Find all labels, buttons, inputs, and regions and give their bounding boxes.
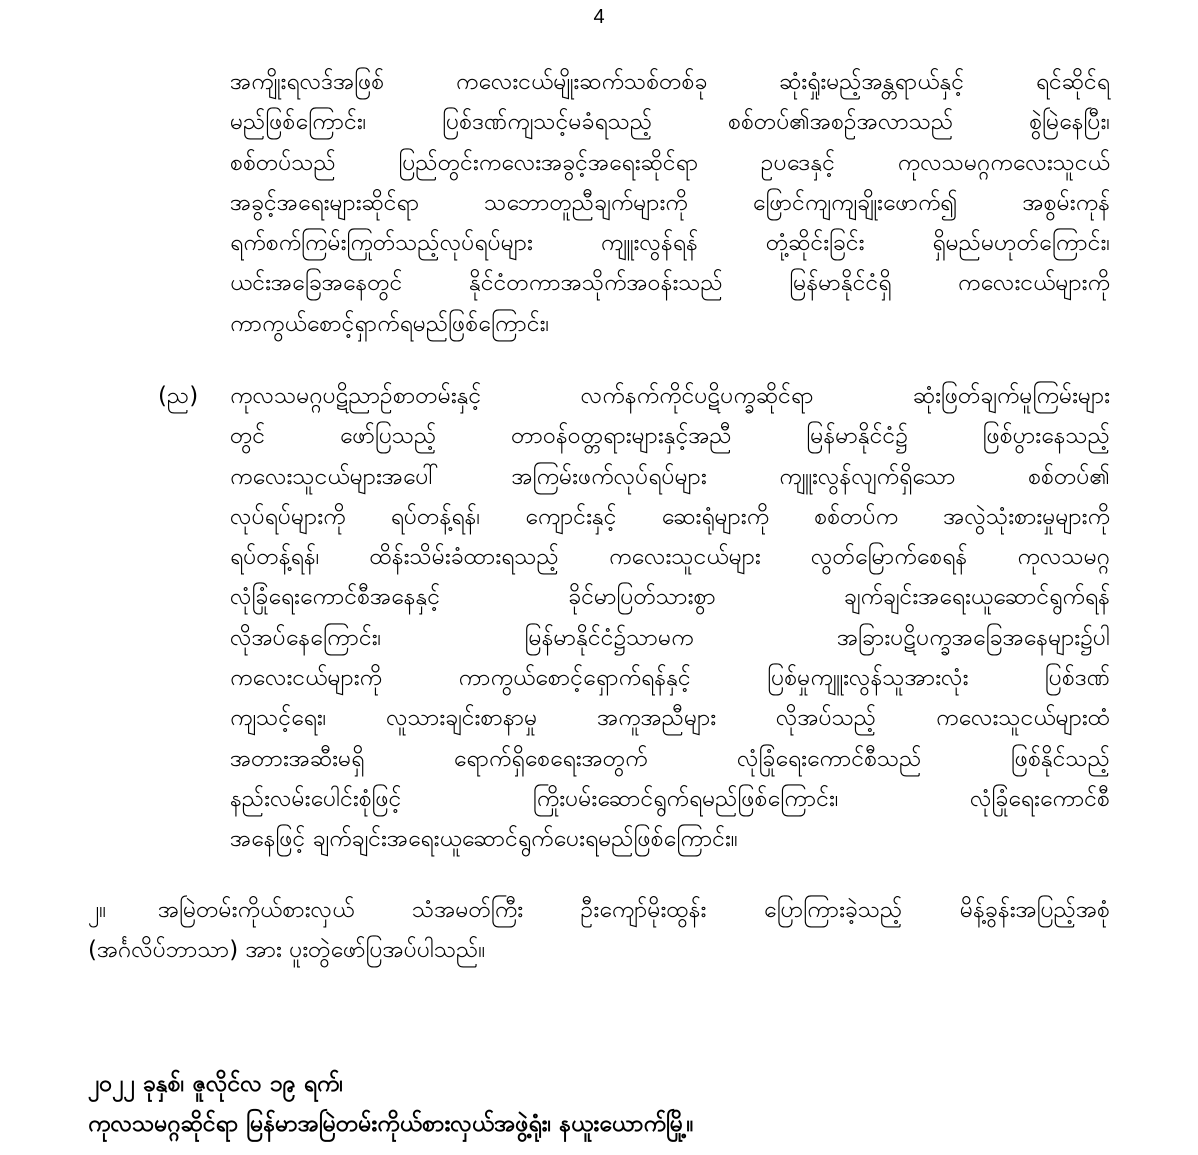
page-number: 4 (593, 6, 605, 28)
paragraph-line: ကုလသမဂ္ဂပဋိညာဉ်စာတမ်းနှင့် လက်နက်ကိုင်ပဋိပက္ခဆိုင်ရာ ဆုံးဖြတ်ချက်မူကြမ်းများ (230, 383, 1110, 409)
paragraph-line: နည်းလမ်းပေါင်းစုံဖြင့် ကြိုးပမ်းဆောင်ရွက်ရမည်ဖြစ်ကြောင်း၊ လုံခြုံရေးကောင်စီ (230, 785, 1110, 812)
paragraph-line: ယင်းအခြေအနေတွင် နိုင်ငံတကာအသိုက်အဝန်းသည် မြန်မာနိုင်ငံရှိ ကလေးငယ်များကို (230, 270, 1110, 297)
paragraph-line: လုံခြုံရေးကောင်စီအနေနှင့် ခိုင်မာပြတ်သားစွာ ချက်ချင်းအရေးယူဆောင်ရွက်ရန် (230, 584, 1110, 611)
paragraph-line: ကျသင့်ရေး၊ လူသားချင်းစာနာမှု အကူအညီများ လိုအပ်သည့် ကလေးသူငယ်များထံ (230, 705, 1110, 732)
paragraph-line: ကလေးသူငယ်များအပေါ် အကြမ်းဖက်လုပ်ရပ်များ ကျူးလွန်လျက်ရှိသော စစ်တပ်၏ (230, 463, 1110, 490)
footer-place: ကုလသမဂ္ဂဆိုင်ရာ မြန်မာအမြဲတမ်းကိုယ်စားလှယ်အဖွဲ့ရုံး၊ နယူးယောက်မြို့။ (88, 1111, 694, 1137)
paragraph-line: အကျိုးရလဒ်အဖြစ် ကလေးငယ်မျိုးဆက်သစ်တစ်ခု ဆုံးရှုံးမည့်အန္တရာယ်နှင့် ရင်ဆိုင်ရ (230, 69, 1110, 95)
item-nya-paragraph (230, 376, 1110, 860)
paragraph-line: မည်ဖြစ်ကြောင်း၊ ပြစ်ဒဏ်ကျသင့်မခံရသည့် စစ်တပ်၏အစဉ်အလာသည် စွဲမြဲနေပြီး၊ (230, 109, 1110, 136)
paragraph-line: လုပ်ရပ်များကို ရပ်တန့်ရန်၊ ကျောင်းနှင့် ဆေးရုံများကို စစ်တပ်က အလွဲသုံးစားမှုများကို (230, 503, 1110, 530)
continuation-paragraph (230, 62, 1110, 344)
paragraph-line: အနေဖြင့် ချက်ချင်းအရေးယူဆောင်ရွက်ပေးရမည်ဖြစ်ကြောင်း။ (230, 826, 738, 853)
section-2-paragraph (88, 890, 1110, 971)
paragraph-line: (အင်္ဂလိပ်ဘာသာ) အား ပူးတွဲဖော်ပြအပ်ပါသည်။ (88, 937, 486, 964)
paragraph-line: အမြဲတမ်းကိုယ်စားလှယ် သံအမတ်ကြီး ဦးကျော်မိုးထွန်း ပြောကြားခဲ့သည့် မိန့်ခွန်းအပြည့်အစုံ (158, 897, 1110, 923)
paragraph-line: ကလေးငယ်များကို ကာကွယ်စောင့်ရှောက်ရန်နှင့် ပြစ်မှုကျူးလွန်သူအားလုံး ပြစ်ဒဏ် (230, 665, 1110, 692)
paragraph-line: ကာကွယ်စောင့်ရှာက်ရမည်ဖြစ်ကြောင်း၊ (230, 310, 550, 337)
paragraph-line: ရပ်တန့်ရန်၊ ထိန်းသိမ်းခံထားရသည့် ကလေးသူငယ်များ လွတ်မြောက်စေရန် ကုလသမဂ္ဂ (230, 544, 1110, 571)
item-label-nya: (ည) (158, 383, 199, 409)
paragraph-line: စစ်တပ်သည် ပြည်တွင်းကလေးအခွင့်အရေးဆိုင်ရာ ဥပဒေနှင့် ကုလသမဂ္ဂကလေးသူငယ် (230, 149, 1110, 176)
footer-date: ၂၀၂၂ ခုနှစ်၊ ဇူလိုင်လ ၁၉ ရက်၊ (88, 1071, 344, 1097)
paragraph-line: ရက်စက်ကြမ်းကြုတ်သည့်လုပ်ရပ်များ ကျူးလွန်ရန် တုံ့ဆိုင်းခြင်း ရှိမည်မဟုတ်ကြောင်း၊ (230, 230, 1110, 257)
paragraph-line: လိုအပ်နေကြောင်း၊ မြန်မာနိုင်ငံ၌သာမက အခြားပဋိပက္ခအခြေအနေများ၌ပါ (230, 624, 1110, 651)
paragraph-line: အတားအဆီးမရှိ ရောက်ရှိစေရေးအတွက် လုံခြုံရေးကောင်စီသည် ဖြစ်နိုင်သည့် (230, 745, 1110, 772)
section-2-label: ၂။ (88, 897, 107, 923)
document-footer (88, 1064, 1110, 1144)
paragraph-line: အခွင့်အရေးများဆိုင်ရာ သဘောတူညီချက်များကို ဖြောင်ကျကျချိုးဖောက်၍ အစွမ်းကုန် (230, 189, 1110, 216)
paragraph-line: တွင် ဖော်ပြသည့် တာဝန်ဝတ္တရားများနှင့်အညီ မြန်မာနိုင်ငံ၌ ဖြစ်ပွားနေသည့် (230, 423, 1110, 450)
